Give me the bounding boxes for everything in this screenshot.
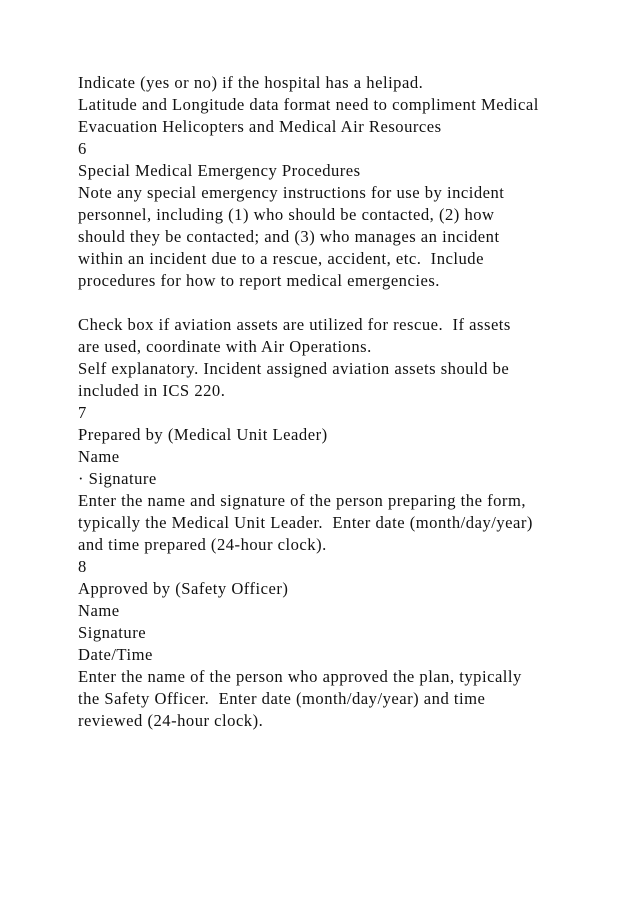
field-label: · Signature (78, 469, 157, 488)
text-line: procedures for how to report medical emergencies. (78, 271, 440, 290)
text-line: typically the Medical Unit Leader. Enter date (month/day/year) (78, 513, 533, 532)
section-number: 8 (78, 557, 87, 576)
text-line: reviewed (24-hour clock). (78, 711, 264, 730)
field-label: Date/Time (78, 645, 153, 664)
section-heading: Approved by (Safety Officer) (78, 579, 289, 598)
text-line: Indicate (yes or no) if the hospital has a helipad. (78, 73, 424, 92)
text-line: are used, coordinate with Air Operations. (78, 337, 372, 356)
text-line: Latitude and Longitude data format need to compliment Medical (78, 95, 539, 114)
section-number: 7 (78, 403, 87, 422)
field-label: Signature (78, 623, 147, 642)
section-number: 6 (78, 139, 87, 158)
field-label: Name (78, 447, 120, 466)
text-line: the Safety Officer. Enter date (month/day/year) and time (78, 689, 486, 708)
blank-line (78, 292, 618, 314)
text-line: Enter the name of the person who approved the plan, typically (78, 667, 522, 686)
text-line: Check box if aviation assets are utilized for rescue. If assets (78, 315, 511, 334)
text-line: Note any special emergency instructions for use by incident (78, 183, 505, 202)
text-line: within an incident due to a rescue, accident, etc. Include (78, 249, 484, 268)
text-line: should they be contacted; and (3) who manages an incident (78, 227, 500, 246)
text-line: personnel, including (1) who should be contacted, (2) how (78, 205, 495, 224)
text-line: included in ICS 220. (78, 381, 226, 400)
section-heading: Special Medical Emergency Procedures (78, 161, 361, 180)
document-body (78, 72, 618, 732)
text-line: Enter the name and signature of the person preparing the form, (78, 491, 526, 510)
field-label: Name (78, 601, 120, 620)
text-line: Evacuation Helicopters and Medical Air Resources (78, 117, 442, 136)
text-line: Self explanatory. Incident assigned aviation assets should be (78, 359, 510, 378)
section-heading: Prepared by (Medical Unit Leader) (78, 425, 328, 444)
text-line: and time prepared (24-hour clock). (78, 535, 327, 554)
